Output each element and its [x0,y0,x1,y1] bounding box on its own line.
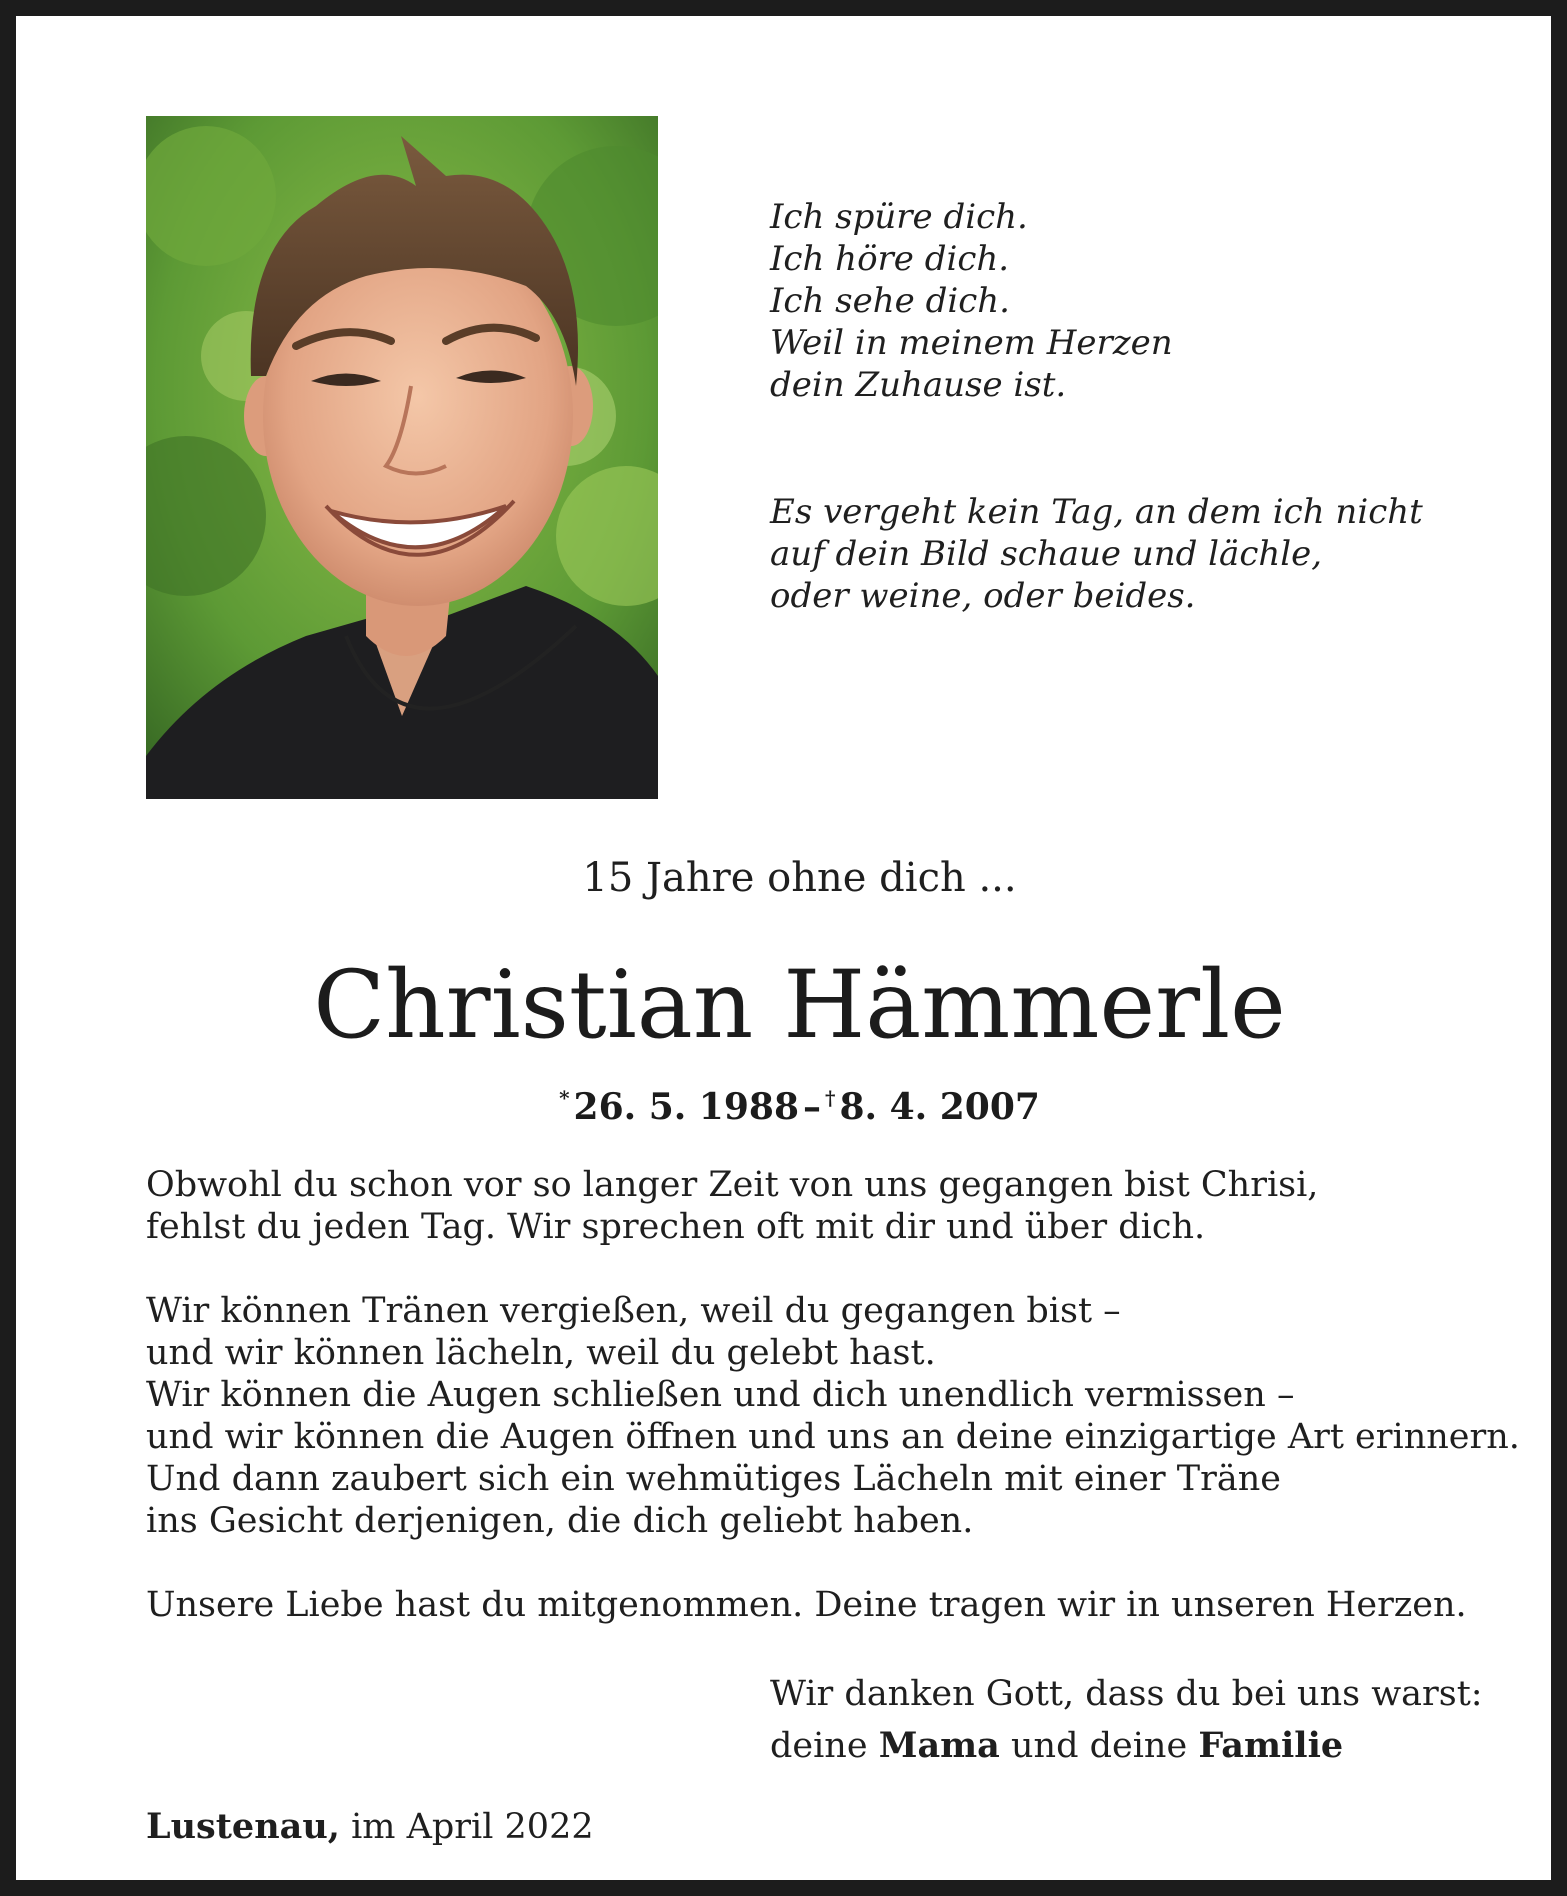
text-line: Obwohl du schon vor so langer Zeit von uns gegangen bist Chrisi, [146,1165,1319,1205]
text-line: Und dann zaubert sich ein wehmütiges Lächeln mit einer Träne [146,1459,1281,1499]
birth-date: 26. 5. 1988 [573,1086,800,1128]
portrait-photo [146,116,658,799]
poem-top-line: Weil in meinem Herzen [770,323,1173,363]
paragraph-1 [146,1164,1466,1248]
text-line: ins Gesicht derjenigen, die dich geliebt haben. [146,1501,974,1541]
text-line: Unsere Liebe hast du mitgenommen. Deine tragen wir in unseren Herzen. [146,1585,1467,1625]
poem-bottom [770,491,1423,617]
date-separator: – [803,1086,822,1128]
signature-prefix: deine [770,1726,868,1766]
poem-bottom-line: Es vergeht kein Tag, an dem ich nicht [770,492,1423,532]
place-date [146,1806,594,1848]
poem-top-line: Ich spüre dich. [770,197,1028,237]
poem-top-line: dein Zuhause ist. [770,365,1067,405]
life-dates [16,1076,1567,1129]
text-line: fehlst du jeden Tag. Wir sprechen oft mit dir und über dich. [146,1207,1206,1247]
poem-bottom-line: auf dein Bild schaue und lächle, [770,534,1323,574]
text-line: und wir können lächeln, weil du gelebt hast. [146,1333,936,1373]
thanks-line: Wir danken Gott, dass du bei uns warst: [770,1674,1483,1714]
poem-top-line: Ich höre dich. [770,239,1010,279]
text-line: Wir können Tränen vergießen, weil du gegangen bist – [146,1291,1121,1331]
place-town: Lustenau, [146,1806,340,1847]
death-date: 8. 4. 2007 [839,1086,1040,1128]
thanks-block [770,1668,1483,1772]
signature-middle: und deine [1011,1726,1188,1766]
place-date-text: im April 2022 [351,1807,594,1847]
death-symbol: † [825,1086,836,1110]
paragraph-2 [146,1290,1520,1542]
signature-line [770,1720,1483,1772]
text-line: Wir können die Augen schließen und dich unendlich vermissen – [146,1375,1295,1415]
birth-symbol: * [559,1086,570,1110]
deceased-name: Christian Hämmerle [313,951,1286,1060]
text-line: und wir können die Augen öffnen und uns an deine einzigartige Art erinnern. [146,1417,1520,1457]
poem-top [770,196,1173,406]
paragraph-3 [146,1584,1466,1626]
portrait-photo-icon [146,116,658,799]
anniversary-line: 15 Jahre ohne dich ... [582,855,1017,901]
signature-family: Familie [1198,1725,1344,1766]
signature-mama: Mama [878,1725,1000,1766]
poem-top-line: Ich sehe dich. [770,281,1010,321]
poem-bottom-line: oder weine, oder beides. [770,576,1196,616]
